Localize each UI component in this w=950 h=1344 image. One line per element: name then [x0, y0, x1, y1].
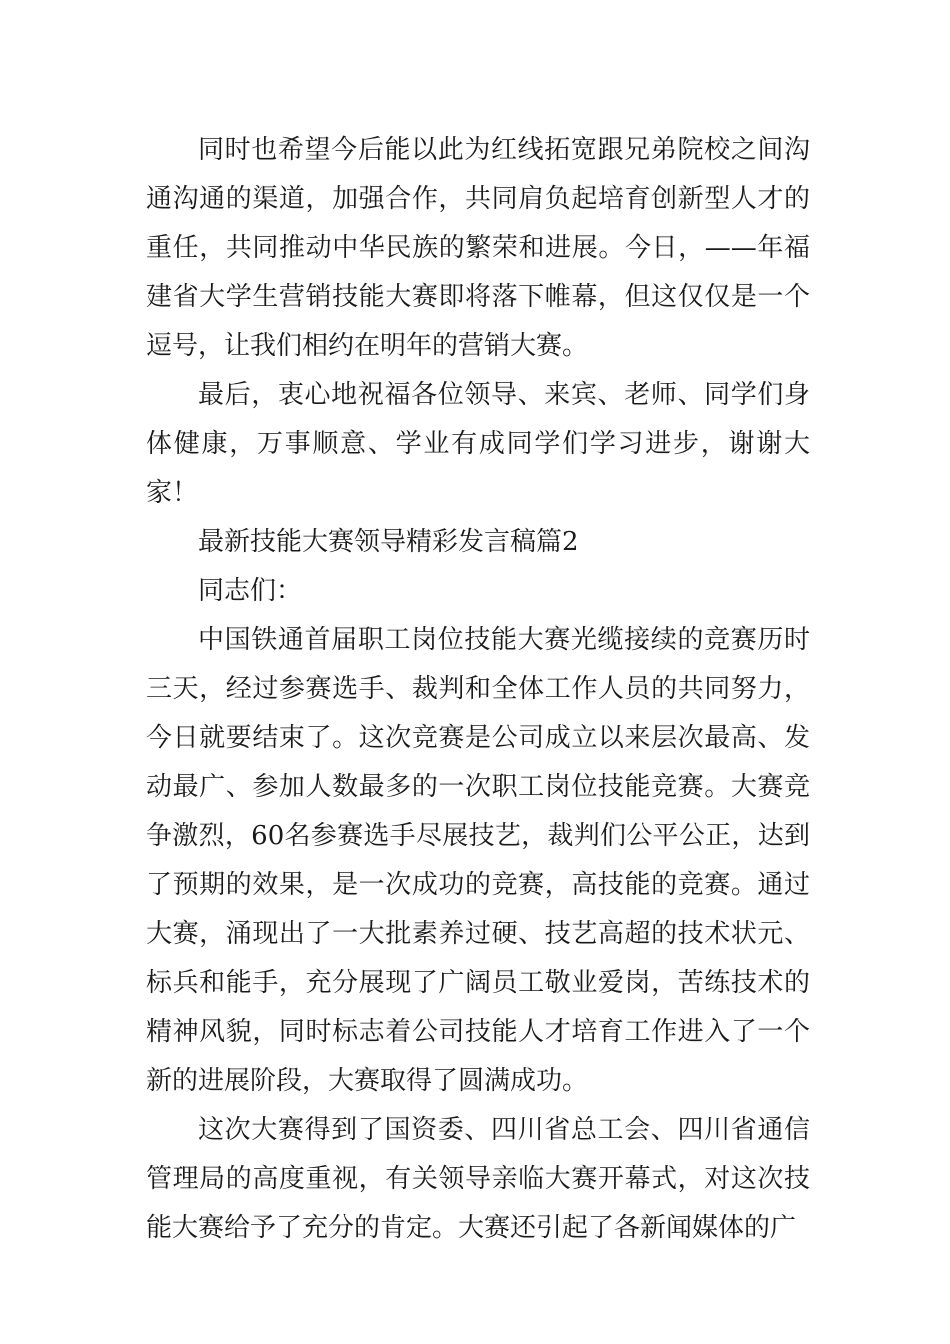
- section-heading: 最新技能大赛领导精彩发言稿篇2: [198, 527, 579, 557]
- document-body: [146, 126, 810, 1253]
- paragraph-closing-remarks: 同时也希望今后能以此为红线拓宽跟兄弟院校之间沟通沟通的渠道，加强合作，共同肩负起培育创新型人才的重任，共同推动中华民族的繁荣和进展。今日，——年福建省大学生营销技能大赛即将落下帷幕，但这仅仅是一个逗号，让我们相约在明年的营销大赛。: [146, 135, 810, 361]
- paragraph-best-wishes: 最后，衷心地祝福各位领导、来宾、老师、同学们身体健康，万事顺意、学业有成同学们学习进步，谢谢大家！: [146, 380, 810, 508]
- salutation: 同志们：: [198, 576, 303, 606]
- paragraph-competition-summary: 中国铁通首届职工岗位技能大赛光缆接续的竞赛历时三天，经过参赛选手、裁判和全体工作人员的共同努力，今日就要结束了。这次竞赛是公司成立以来层次最高、发动最广、参加人数最多的一次职工岗位技能竞赛。大赛竞争激烈，60名参赛选手尽展技艺，裁判们公平公正，达到了预期的效果，是一次成功的竞赛，高技能的竞赛。通过大赛，涌现出了一大批素养过硬、技艺高超的技术状元、标兵和能手，充分展现了广阔员工敬业爱岗，苦练技术的精神风貌，同时标志着公司技能人才培育工作进入了一个新的进展阶段，大赛取得了圆满成功。: [146, 625, 810, 1096]
- paragraph-attention-received: 这次大赛得到了国资委、四川省总工会、四川省通信管理局的高度重视，有关领导亲临大赛开幕式，对这次技能大赛给予了充分的肯定。大赛还引起了各新闻媒体的广: [146, 1115, 810, 1243]
